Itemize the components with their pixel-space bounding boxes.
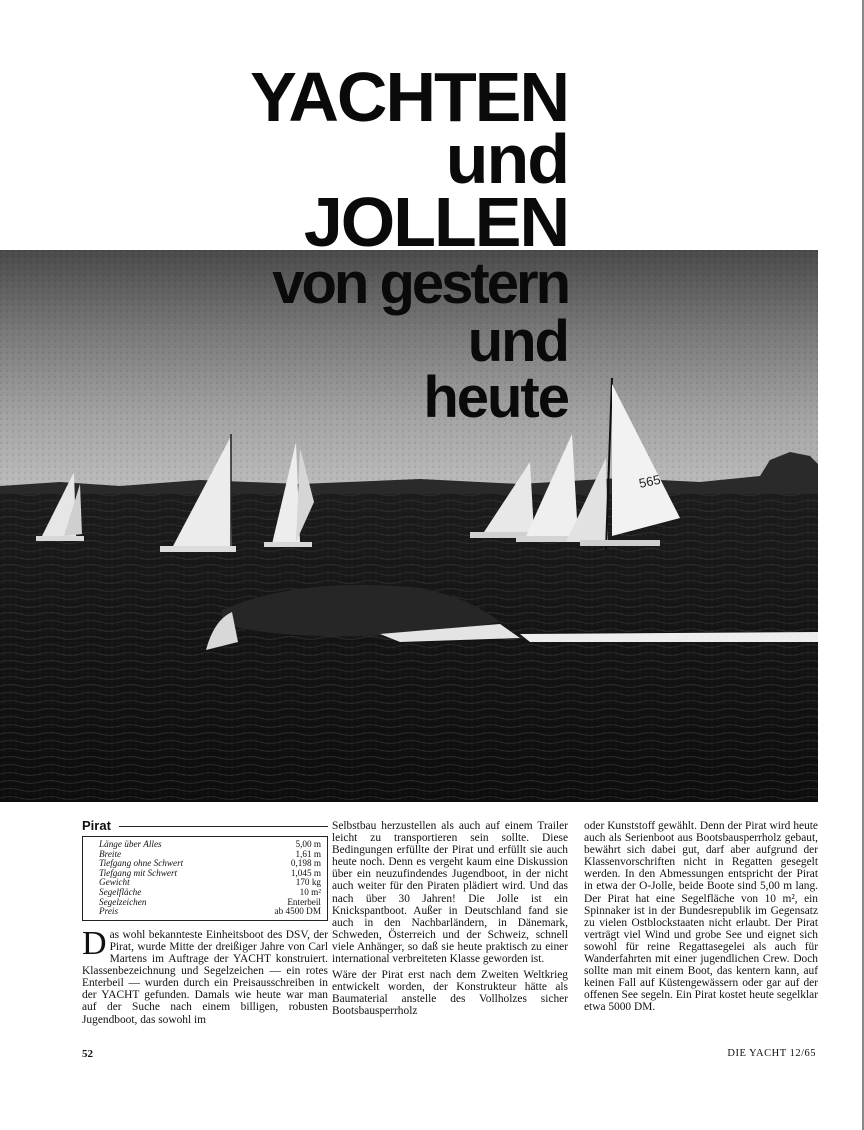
headline [250,58,568,430]
spec-row: Tiefgang ohne Schwert 0,198 m [99,858,321,869]
headline-line-4: von gestern [272,251,568,316]
specs-table [82,836,328,921]
spec-row: Breite 1,61 m [99,848,321,859]
spec-row: Segelzeichen Enterbeil [99,896,321,907]
title-rule [119,826,328,827]
spec-row: Preis ab 4500 DM [99,906,321,917]
specs-title-text: Pirat [82,818,111,833]
specs-title [82,820,328,832]
headline-line-1: YACHTEN [250,58,568,136]
headline-line-5: und [467,309,568,374]
spec-row: Segelfläche 10 m² [99,887,321,898]
spec-row: Länge über Alles 5,00 m [99,839,321,850]
spec-row: Gewicht 170 kg [99,877,321,888]
issue-label: DIE YACHT 12/65 [727,1048,816,1059]
sail-number: 565 [637,471,662,491]
paragraph-text: as wohl bekannteste Einheitsboot des DSV, der Pirat, wurde Mitte der dreißiger Jahre von Carl Martens im Auftrage der YACHT konstruiert. Klassenbezeichnung und Segelzeichen — ein rotes Enterbeil — wurden durch ein Preisausschreiben in der YACHT gefunden. Damals wie heute war man auf der Suche nach einem billigen, robusten Jugendboot, das sowohl im [82,928,328,1026]
headline-line-3: JOLLEN [303,183,568,261]
paragraph [82,924,328,1026]
article-column-3 [584,820,818,1018]
headline-line-6: heute [423,365,568,430]
article-column-1 [82,820,328,1030]
headline-line-2: und [445,120,568,198]
paragraph: Selbstbau herzustellen als auch auf einem Trailer leicht zu transportieren sein sollte. Diese Bedingungen erfüllte der Pirat und erfüllt sie auch heute noch. Denn es vergeht kaum eine Diskussion über ein neuzufindendes Jugendboot, in der nicht auch weiter für den Piraten plädiert wird. Und das nach über 30 Jahren! Die Jolle ist ein Knickspantboot. Außer in Deutschland fand sie auch in den Nachbarländern, in Dänemark, Schweden, Österreich und der Schweiz, schnell viele Anhänger, so daß sie heute praktisch zu einer international verbreiteten Klasse geworden ist. [332,820,568,966]
drop-cap: D [82,924,107,962]
page-number: 52 [82,1048,93,1060]
spec-row: Tiefgang mit Schwert 1,045 m [99,867,321,878]
article-column-2 [332,820,568,1022]
paragraph: oder Kunststoff gewählt. Denn der Pirat wird heute auch als Serienboot aus Bootsbausperrholz gebaut, bewährt sich dabei gut, darf aber aufgrund der Klassenvorschriften nicht in Regatten gesegelt werden. In den Abmessungen entspricht der Pirat in etwa der O-Jolle, beide Boote sind 5,00 m lang. Der Pirat hat eine Segelfläche von 10 m², ein Spinnaker ist in der Bundesrepublik im Gegensatz zu vielen Ostblockstaaten nicht erlaubt. Der Pirat verträgt viel Wind und grobe See und eignet sich sowohl für reine Regattasegelei als auch für Wanderfahrten mit einer jugendlichen Crew. Doch sollte man mit einem Boot, das kentern kann, auf keinen Fall auf Küstengewässern oder gar auf der offenen See segeln. Ein Pirat kostet heute segelklar etwa 5000 DM. [584,820,818,1014]
paragraph: Wäre der Pirat erst nach dem Zweiten Weltkrieg entwickelt worden, der Konstrukteur hätte als Baumaterial anstelle des Vollholzes sicher Bootsbausperrholz [332,969,568,1018]
